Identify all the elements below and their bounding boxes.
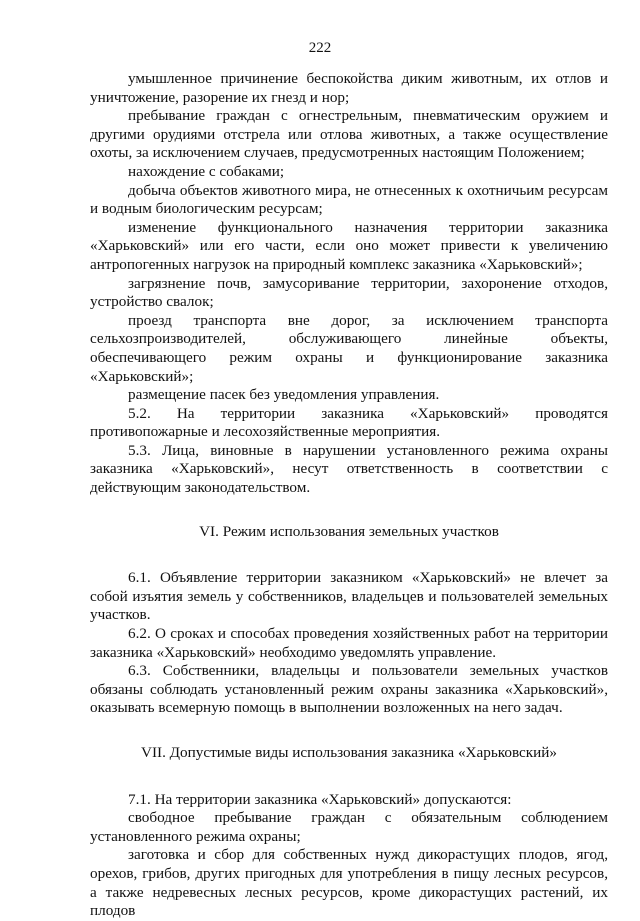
spacer — [90, 498, 608, 523]
paragraph: 5.3. Лица, виновные в нарушении установленного режима охраны заказника «Харьковский», несут ответственность в соответствии с действующим законодательством. — [90, 441, 608, 497]
paragraph: 6.1. Объявление территории заказником «Харьковский» не влечет за собой изъятия земель у собственников, владельцев и пользователей земельных участков. — [90, 569, 608, 624]
section-6-heading: VI. Режим использования земельных участков — [199, 522, 499, 540]
paragraph: заготовка и сбор для собственных нужд дикорастущих плодов, ягод, орехов, грибов, других пригодных для употребления в пищу лесных ресурсов, а также недревесных лесных ресурсов, кроме дикорастущих растений, их плодов — [90, 846, 608, 920]
paragraph: умышленное причинение беспокойства диким животным, их отлов и уничтожение, разорение их гнезд и нор; — [90, 70, 608, 106]
spacer — [90, 718, 608, 744]
spacer — [90, 541, 608, 569]
paragraph: размещение пасек без уведомления управления. — [128, 386, 440, 404]
paragraph: проезд транспорта вне дорог, за исключением транспорта сельхозпроизводителей, обслуживающего линейные объекты, обеспечивающего режим охраны и функционирование заказника «Харьковский»; — [90, 311, 608, 385]
paragraph: 5.2. На территории заказника «Харьковский» проводятся противопожарные и лесохозяйственные мероприятия. — [90, 404, 608, 441]
section-7-heading: VII. Допустимые виды использования заказника «Харьковский» — [140, 744, 558, 761]
paragraph: 6.3. Собственники, владельцы и пользователи земельных участков обязаны соблюдать установленный режим охраны заказника «Харьковский», оказывать всемерную помощь в выполнении возложенных на него задач. — [90, 662, 608, 717]
paragraph: 6.2. О сроках и способах проведения хозяйственных работ на территории заказника «Харьковский» необходимо уведомлять управление. — [90, 625, 608, 661]
document-body — [90, 70, 608, 921]
paragraph: добыча объектов животного мира, не отнесенных к охотничьим ресурсам и водным биологическим ресурсам; — [90, 181, 608, 218]
paragraph: нахождение с собаками; — [128, 162, 285, 180]
paragraph: свободное пребывание граждан с обязательным соблюдением установленного режима охраны; — [90, 809, 608, 845]
paragraph: пребывание граждан с огнестрельным, пневматическим оружием и другими орудиями отстрела или отлова животных, а также осуществление охоты, за исключением случаев, предусмотренных настоящим Положением; — [90, 107, 608, 162]
spacer — [90, 763, 608, 791]
paragraph: 7.1. На территории заказника «Харьковский» допускаются: — [128, 790, 512, 808]
page-number: 222 — [308, 40, 332, 56]
paragraph: загрязнение почв, замусоривание территории, захоронение отходов, устройство свалок; — [90, 274, 608, 311]
paragraph: изменение функционального назначения территории заказника «Харьковский» или его части, если оно может привести к увеличению антропогенных нагрузок на природный комплекс заказника «Харьковский»; — [90, 218, 608, 273]
